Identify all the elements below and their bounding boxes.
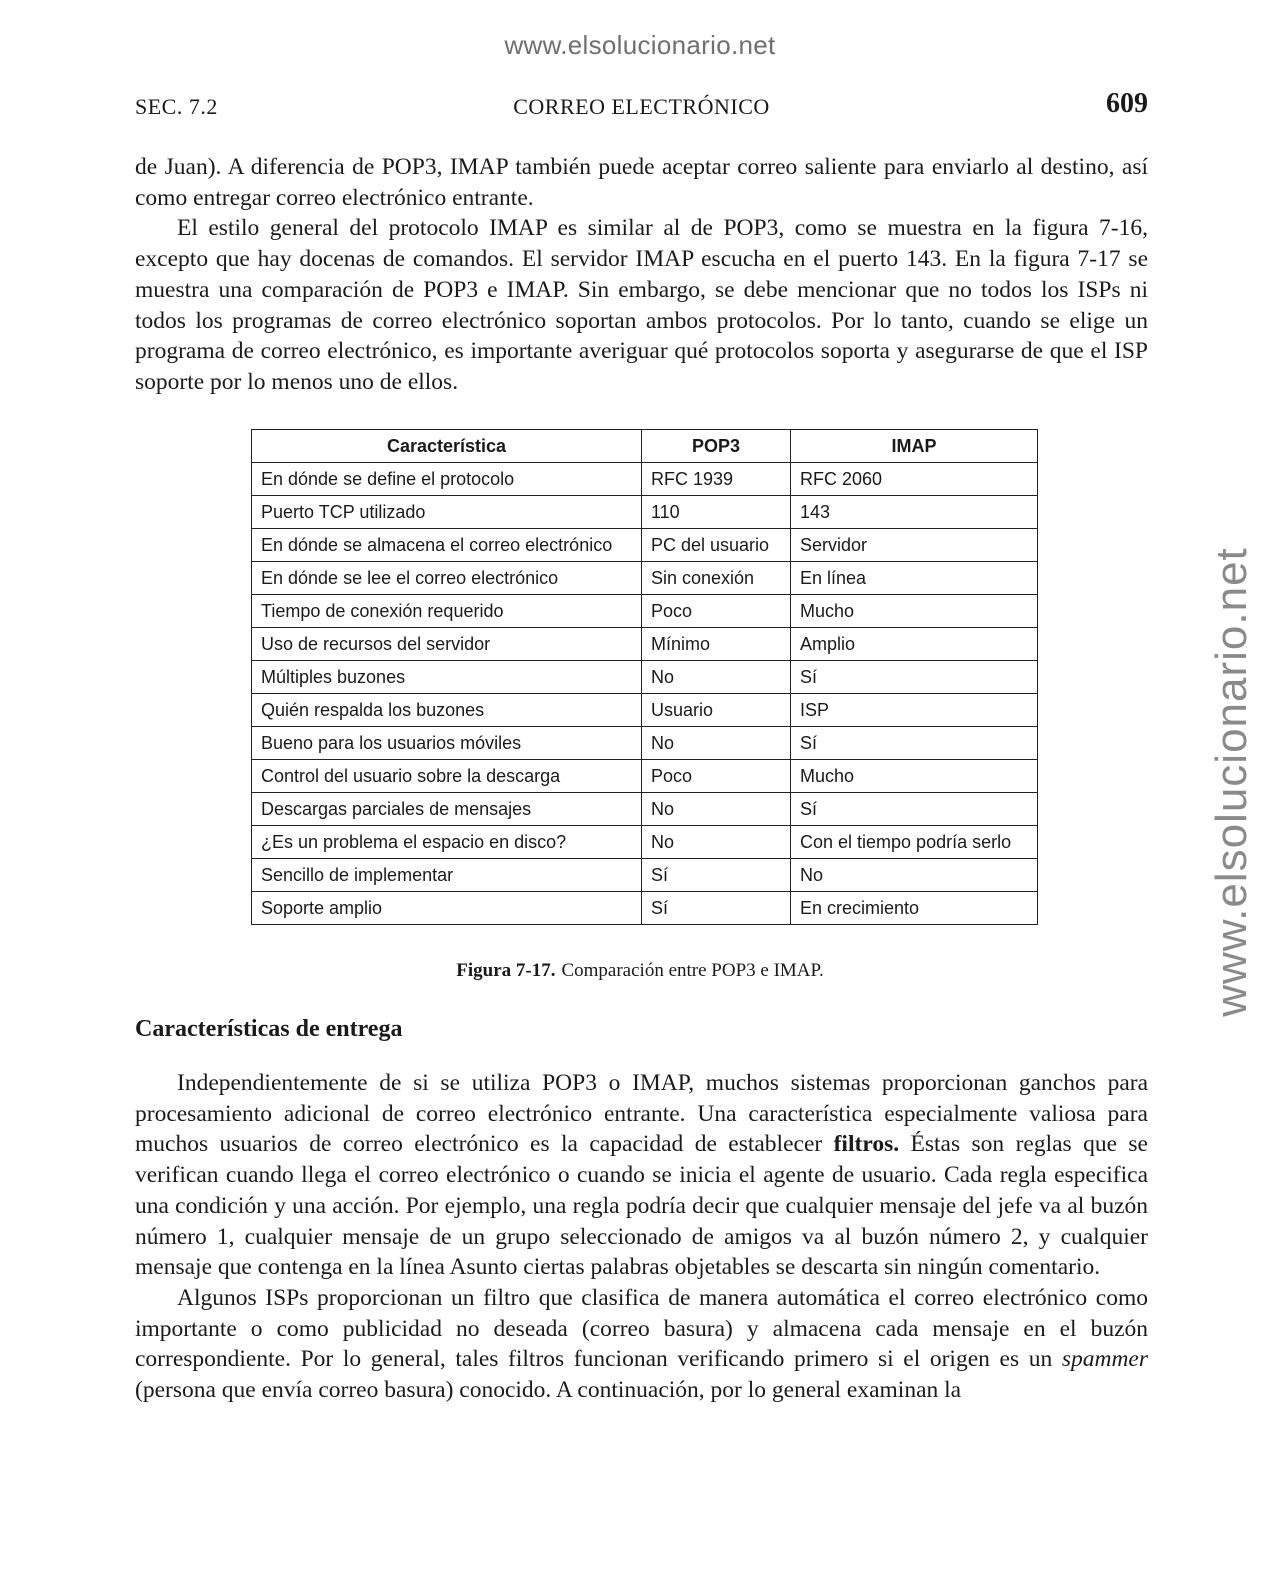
table-cell: Sí	[642, 892, 791, 925]
paragraph-4-start: Algunos ISPs proporcionan un filtro que clasifica de manera automática el correo electrónico como importante o como publicidad no deseada (correo basura) y almacena cada mensaje en el buzón correspondiente. Por lo general, tales filtros funcionan verificando primero si el origen es un	[135, 1284, 1148, 1373]
table-row	[252, 562, 1038, 595]
table-cell: Descargas parciales de mensajes	[252, 793, 642, 826]
table-cell: Poco	[642, 595, 791, 628]
table-header-cell: Característica	[252, 430, 642, 463]
table-row	[252, 628, 1038, 661]
table-cell: Sí	[791, 793, 1038, 826]
paragraph-3	[135, 1068, 1148, 1283]
table-cell: ISP	[791, 694, 1038, 727]
table-cell: 110	[642, 496, 791, 529]
table-row	[252, 859, 1038, 892]
paragraph-2: El estilo general del protocolo IMAP es similar al de POP3, como se muestra en la figura 7-16, excepto que hay docenas de comandos. El servidor IMAP escucha en el puerto 143. En la figura 7-17 se muestra una comparación de POP3 e IMAP. Sin embargo, se debe mencionar que no todos los ISPs ni todos los programas de correo electrónico soportan ambos protocolos. Por lo tanto, cuando se elige un programa de correo electrónico, es importante averiguar qué protocolos soporta y asegurarse de que el ISP soporte por lo menos uno de ellos.	[135, 215, 1148, 395]
table-cell: Sin conexión	[642, 562, 791, 595]
table-cell: RFC 1939	[642, 463, 791, 496]
running-head	[135, 88, 1148, 124]
table-cell: No	[791, 859, 1038, 892]
table-cell: En dónde se lee el correo electrónico	[252, 562, 642, 595]
table-cell: Soporte amplio	[252, 892, 642, 925]
table-cell: Sencillo de implementar	[252, 859, 642, 892]
table-cell: Sí	[791, 661, 1038, 694]
paragraph-4-end: (persona que envía correo basura) conocido. A continuación, por lo general examinan la	[135, 1377, 962, 1404]
table-cell: Sí	[791, 727, 1038, 760]
chapter-title: CORREO ELECTRÓNICO	[513, 94, 770, 119]
table-cell: Control del usuario sobre la descarga	[252, 760, 642, 793]
watermark-top: www.elsolucionario.net	[504, 30, 776, 60]
table-header-cell: POP3	[642, 430, 791, 463]
table-cell: Mucho	[791, 595, 1038, 628]
figure-caption-text: Comparación entre POP3 e IMAP.	[561, 960, 824, 981]
table-cell: Usuario	[642, 694, 791, 727]
table-row	[252, 661, 1038, 694]
table-cell: Mucho	[791, 760, 1038, 793]
paragraph-3-end: Éstas son reglas que se verifican cuando llega el correo electrónico o cuando se inicia el agente de usuario. Cada regla especifica una condición y una acción. Por ejemplo, una regla podría decir que cualquier mensaje del jefe va al buzón número 1, cualquier mensaje de un grupo seleccionado de amigos va al buzón número 2, y cualquier mensaje que contenga en la línea Asunto ciertas palabras objetables se descarta sin ningún comentario.	[135, 1131, 1148, 1281]
table-cell: Sí	[642, 859, 791, 892]
table-row	[252, 496, 1038, 529]
table-cell: En crecimiento	[791, 892, 1038, 925]
body-text-top	[135, 152, 1148, 398]
table-row	[252, 892, 1038, 925]
table-cell: Amplio	[791, 628, 1038, 661]
table-cell: No	[642, 727, 791, 760]
table-cell: 143	[791, 496, 1038, 529]
table-cell: En línea	[791, 562, 1038, 595]
table-row	[252, 463, 1038, 496]
table-body	[252, 463, 1038, 925]
table-row	[252, 793, 1038, 826]
table-row	[252, 826, 1038, 859]
table-cell: Con el tiempo podría serlo	[791, 826, 1038, 859]
figure-caption	[0, 960, 1280, 982]
table-cell: Poco	[642, 760, 791, 793]
table-cell: Quién respalda los buzones	[252, 694, 642, 727]
term-spammer: spammer	[1061, 1346, 1148, 1373]
comparison-table	[251, 429, 1038, 925]
table-cell: En dónde se almacena el correo electrónico	[252, 529, 642, 562]
term-filtros: filtros.	[833, 1131, 900, 1158]
section-number: SEC. 7.2	[135, 94, 218, 119]
figure-label: Figura 7-17.	[456, 960, 556, 981]
table-header-row	[252, 430, 1038, 463]
watermark-side-text: www.elsolucionario.net	[1207, 547, 1256, 1017]
section-heading: Características de entrega	[135, 1016, 403, 1042]
table-cell: No	[642, 826, 791, 859]
table-row	[252, 694, 1038, 727]
paragraph-3-start: Independientemente de si se utiliza POP3 o IMAP, muchos sistemas proporcionan ganchos para procesamiento adicional de correo electrónico entrante. Una característica especialmente valiosa para muchos usuarios de correo electrónico es la capacidad de establecer	[135, 1070, 1148, 1158]
table-cell: Tiempo de conexión requerido	[252, 595, 642, 628]
table-cell: RFC 2060	[791, 463, 1038, 496]
table-cell: Servidor	[791, 529, 1038, 562]
paragraph-1: de Juan). A diferencia de POP3, IMAP también puede aceptar correo saliente para enviarlo al destino, así como entregar correo electrónico entrante.	[135, 154, 1148, 211]
table-cell: Múltiples buzones	[252, 661, 642, 694]
table-row	[252, 727, 1038, 760]
table-cell: No	[642, 793, 791, 826]
table-cell: No	[642, 661, 791, 694]
table-cell: PC del usuario	[642, 529, 791, 562]
page-number: 609	[1106, 88, 1148, 119]
table-cell: Mínimo	[642, 628, 791, 661]
table-cell: Bueno para los usuarios móviles	[252, 727, 642, 760]
body-text-bottom	[135, 1068, 1148, 1406]
table-row	[252, 760, 1038, 793]
table-cell: Uso de recursos del servidor	[252, 628, 642, 661]
table-cell: Puerto TCP utilizado	[252, 496, 642, 529]
paragraph-4	[135, 1283, 1148, 1406]
table-cell: En dónde se define el protocolo	[252, 463, 642, 496]
table-row	[252, 595, 1038, 628]
table-header-cell: IMAP	[791, 430, 1038, 463]
table-cell: ¿Es un problema el espacio en disco?	[252, 826, 642, 859]
table-row	[252, 529, 1038, 562]
